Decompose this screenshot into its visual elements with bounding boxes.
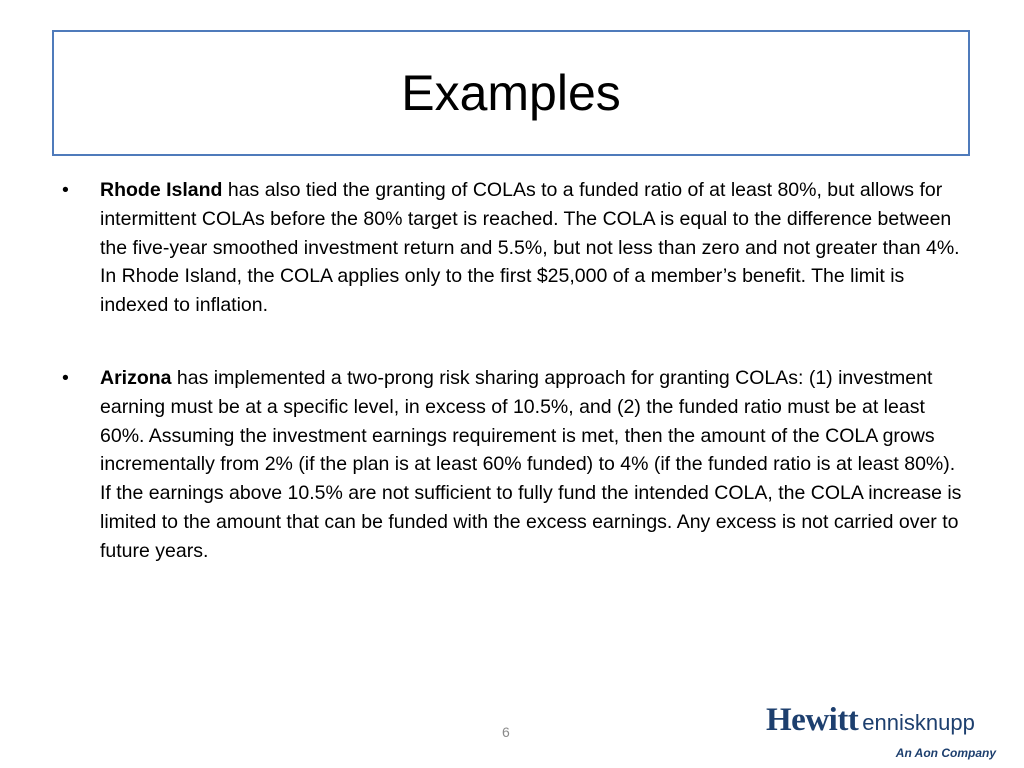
bullet-icon: • <box>62 179 69 201</box>
bullet-item-rhode-island <box>62 176 962 320</box>
bullet-heading: Arizona <box>100 366 172 389</box>
bullet-text: has also tied the granting of COLAs to a funded ratio of at least 80%, but allows for intermittent COLAs before the 80% target is reached. The COLA is equal to the difference between the five-year smoothed investment return and 5.5%, but not less than zero and not greater than 4%. In Rhode Island, the COLA applies only to the first $25,000 of a member’s benefit. The limit is indexed to inflation. <box>100 179 960 317</box>
logo-tagline: An Aon Company <box>895 746 996 760</box>
title-box <box>52 30 970 156</box>
page-number: 6 <box>502 724 510 740</box>
logo-wordmark <box>766 702 975 739</box>
bullet-icon: • <box>62 366 69 389</box>
bullet-heading: Rhode Island <box>100 179 223 201</box>
bullet-text: has implemented a two-prong risk sharing approach for granting COLAs: (1) investment earning must be at a specific level, in excess of 10.5%, and (2) the funded ratio must be at least 60%. Assuming the investment earnings requirement is met, then the amount of the COLA grows incrementally from 2% (if the plan is at least 60% funded) to 4% (if the funded ratio is at least 80%). If the earnings above 10.5% are not sufficient to fully fund the intended COLA, the COLA increase is limited to the amount that can be funded with the excess earnings. Any excess is not carried over to future years. <box>100 366 962 562</box>
slide-title: Examples <box>401 65 621 121</box>
hewitt-ennisknupp-logo <box>766 702 998 764</box>
slide-body <box>62 176 962 566</box>
logo-ennisknupp-text: ennisknupp <box>862 710 975 735</box>
logo-hewitt-text: Hewitt <box>766 702 859 738</box>
bullet-item-arizona <box>62 364 962 566</box>
